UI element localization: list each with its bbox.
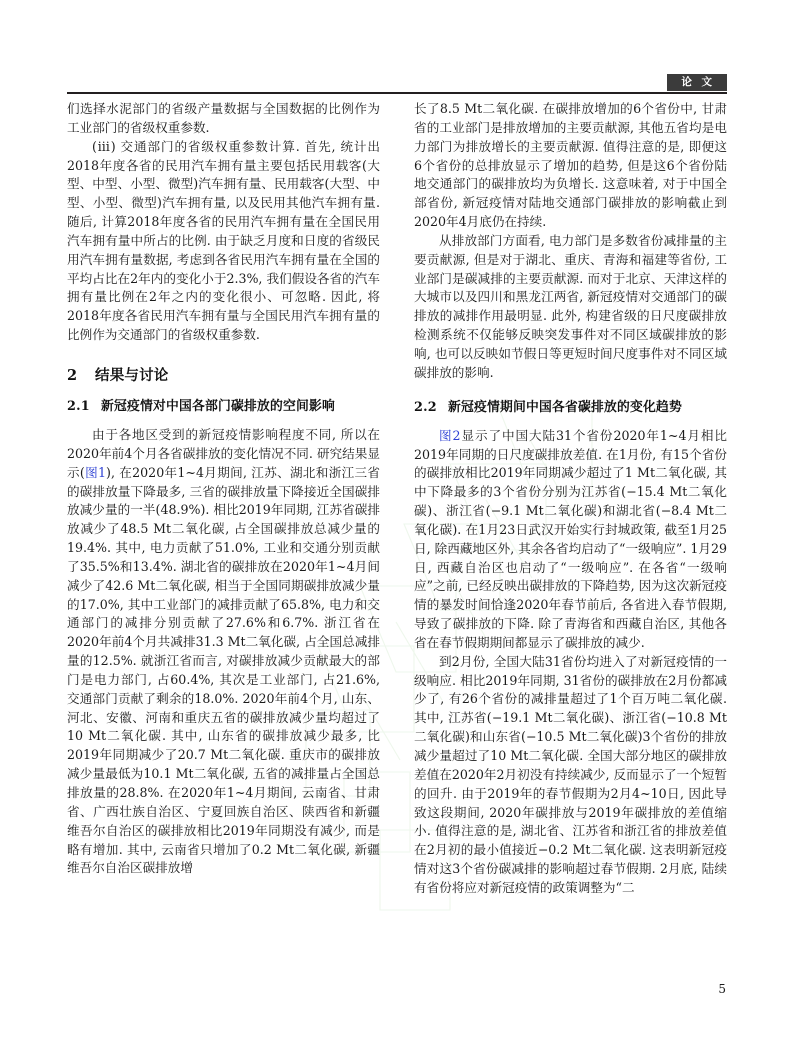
subsection-heading-2-2 <box>414 399 727 417</box>
page-header <box>67 68 727 94</box>
column-left <box>67 100 380 878</box>
paragraph-text-after-ref: ), 在2020年1~4月期间, 江苏、湖北和浙江三省的碳排放量下降最多, 三省的碳排放量下降接近全国碳排放减少量的一半(48.9%). 相比2019年同期, 江苏省碳排放减少了48.5 Mt二氧化碳, 占全国碳排放总减少量的19.4%. 其中, 电力贡献了51.0%, 工业和交通分别贡献了35.5%和13.4%. 湖北省的碳排放在2020年1~4月间减少了42.6 Mt二氧化碳, 相当于全国同期碳排放减少量的17.0%, 其中工业部门的减排贡献了65.8%, 电力和交通部门的减排分别贡献了27.6%和6.7%. 浙江省在2020年前4个月共减排31.3 Mt二氧化碳, 占全国总减排量的12.5%. 就浙江省而言, 对碳排放减少贡献最大的部门是电力部门, 占60.4%, 其次是工业部门, 占21.6%, 交通部门贡献了剩余的18.0%. 2020年前4个月, 山东、河北、安徽、河南和重庆五省的碳排放减少量均超过了10 Mt二氧化碳. 其中, 山东省的碳排放减少最多, 比2019年同期减少了20.7 Mt二氧化碳. 重庆市的碳排放减少量最低为10.1 Mt二氧化碳, 五省的减排量占全国总排放量的28.8%. 在2020年1~4月期间, 云南省、甘肃省、广西壮族自治区、宁夏回族自治区、陕西省和新疆维吾尔自治区的碳排放相比2019年同期没有减少, 而是略有增加. 其中, 云南省只增加了0.2 Mt二氧化碳, 新疆维吾尔自治区碳排放增 <box>67 464 380 876</box>
page-number: 5 <box>718 982 726 996</box>
column-right <box>414 100 727 898</box>
paragraph-spatial-impact <box>67 426 380 878</box>
section-number: 2 <box>67 366 78 384</box>
figure-1-reference[interactable]: 图1 <box>84 464 107 480</box>
paragraph-transport-weight: (ⅲ) 交通部门的省级权重参数计算. 首先, 统计出2018年度各省的民用汽车拥有量主要包括民用载客(大型、中型、小型、微型)汽车拥有量、民用载客(大型、中型、小型、微型)汽车拥有量, 以及民用其他汽车拥有量. 随后, 计算2018年度各省的民用汽车拥有量在全国民用汽车拥有量中所占的比例. 由于缺乏月度和日度的省级民用汽车拥有量数据, 考虑到各省民用汽车拥有量在全国的平均占比在2年内的变化小于2.3%, 我们假设各省的汽车拥有量比例在2年之内的变化很小、可忽略. 因此, 将2018年度各省民用汽车拥有量与全国民用汽车拥有量的比例作为交通部门的省级权重参数. <box>67 138 380 343</box>
paragraph-february-trend: 到2月份, 全国大陆31省份均进入了对新冠疫情的一级响应. 相比2019年同期, 31省份的碳排放在2月份都减少了, 有26个省份的减排量超过了1个百万吨二氧化碳. 其中, 江苏省(−19.1 Mt二氧化碳)、浙江省(−10.8 Mt二氧化碳)和山东省(−10.5 Mt二氧化碳)3个省份的排放减少量超过了10 Mt二氧化碳. 全国大部分地区的碳排放差值在2020年2月初没有持续减少, 反而显示了一个短暂的回升. 由于2019年的春节假期为2月4~10日, 因此导致这段期间, 2020年碳排放与2019年碳排放的差值缩小. 值得注意的是, 湖北省、江苏省和浙江省的排放差值在2月初的最小值接近−0.2 Mt二氧化碳. 这表明新冠疫情对这3个省份碳减排的影响超过春节假期. 2月底, 陆续有省份将应对新冠疫情的政策调整为“二 <box>414 653 727 895</box>
paragraph-sector-contributions: 从排放部门方面看, 电力部门是多数省份减排量的主要贡献源, 但是对于湖北、重庆、青海和福建等省份, 工业部门是碳减排的主要贡献源. 而对于北京、天津这样的大城市以及四川和黑龙江两省, 新冠疫情对交通部门的碳排放的减排作用最明显. 此外, 构建省级的日尺度碳排放检测系统不仅能够反映突发事件对不同区域碳排放的影响, 也可以反映如节假日等更短时间尺度事件对不同区域碳排放的影响. <box>414 232 727 380</box>
subsection-heading-2-1 <box>67 398 380 416</box>
paragraph-increase-provinces: 长了8.5 Mt二氧化碳. 在碳排放增加的6个省份中, 甘肃省的工业部门是排放增加的主要贡献源, 其他五省均是电力部门为排放增长的主要贡献源. 值得注意的是, 即便这6个省份的总排放显示了增加的趋势, 但是这6个省份陆地交通部门的碳排放均为负增长. 这意味着, 对于中国全部省份, 新冠疫情对陆地交通部门碳排放的影响截止到2020年4月底仍在持续. <box>414 101 727 230</box>
section-title: 结果与讨论 <box>95 366 169 384</box>
paragraph-january-trend <box>414 427 727 653</box>
subsection-number: 2.2 <box>414 399 437 415</box>
section-heading-2 <box>67 366 380 386</box>
header-rule <box>67 92 727 94</box>
subsection-number: 2.1 <box>67 398 90 414</box>
subsection-title: 新冠疫情对中国各部门碳排放的空间影响 <box>101 398 335 414</box>
figure-2-reference[interactable]: 图2 <box>439 427 461 443</box>
paragraph-text-before-ref: 由于各地区受到的新冠疫情影响程度不同, 所以在2020年前4个月各省碳排放的变化情况不同. 研究结果显示( <box>67 426 380 480</box>
header-section-tag: 论 文 <box>667 74 727 92</box>
paragraph-text-after-ref: 显示了中国大陆31个省份2020年1~4月相比2019年同期的日尺度碳排放差值. 在1月份, 有15个省份的碳排放相比2019年同期减少超过了1 Mt二氧化碳, 其中下降最多的3个省份分别为江苏省(−15.4 Mt二氧化碳)、浙江省(−9.1 Mt二氧化碳)和湖北省(−8.4 Mt二氧化碳). 在1月23日武汉开始实行封城政策, 截至1月25日, 除西藏地区外, 其余各省均启动了“一级响应”. 1月29日, 西藏自治区也启动了“一级响应”. 在各省“一级响应”之前, 已经反映出碳排放的下降趋势, 因为这次新冠疫情的暴发时间恰逢2020年春节前后, 各省进入春节假期, 导致了碳排放的下降. 除了青海省和西藏自治区, 其他各省在春节假期期间都显示了碳排放的减少. <box>414 427 728 650</box>
paragraph-cement-weight: 们选择水泥部门的省级产量数据与全国数据的比例作为工业部门的省级权重参数. <box>67 101 380 135</box>
subsection-title: 新冠疫情期间中国各省碳排放的变化趋势 <box>448 399 682 415</box>
